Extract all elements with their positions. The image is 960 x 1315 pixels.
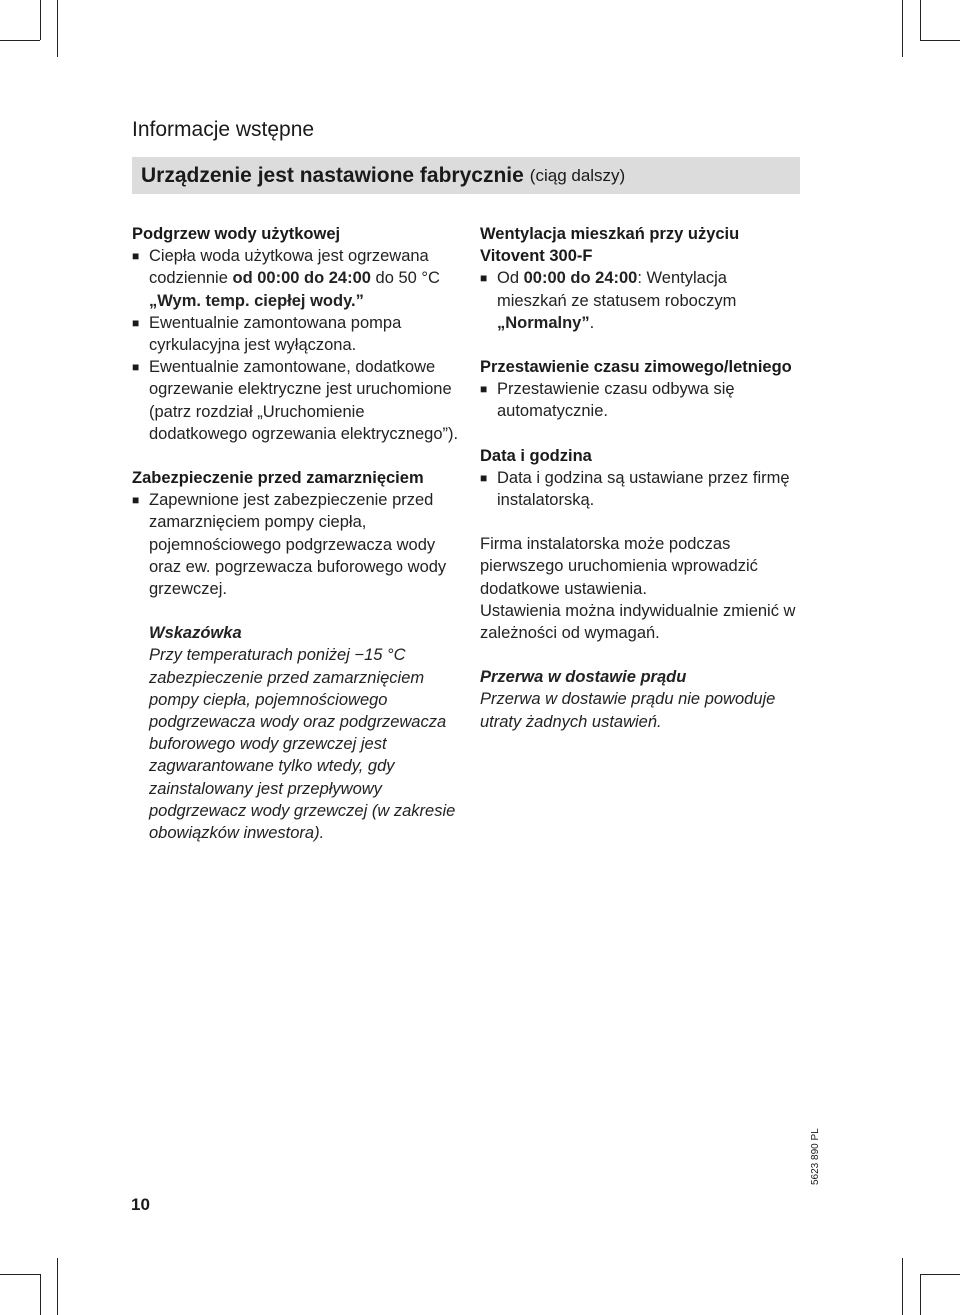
heading-date-time: Data i godzina	[480, 446, 592, 465]
list-item-text: Ewentualnie zamontowane, dodatkowe ogrzewanie elektryczne jest uruchomione (patrz rozdział „Uruchomienie dodatkowego ogrzewania elektrycznego”).	[149, 358, 459, 443]
list-item-text	[149, 245, 462, 312]
list-item-text: Data i godzina są ustawiane przez firmę instalatorską.	[497, 468, 790, 510]
crop-mark	[0, 40, 40, 41]
crop-mark	[920, 1274, 960, 1275]
crop-mark	[920, 0, 921, 40]
text-run: Ciepła woda użytkowa jest ogrzewana codziennie	[149, 247, 429, 288]
heading-time-change: Przestawienie czasu zimowego/letniego	[480, 358, 792, 377]
list-item-text: Zapewnione jest zabezpieczenie przed zamarznięciem pompy ciepła, pojemnościowego podgrzewacza wody oraz ew. pogrzewacza buforowego wody grzewczej.	[149, 491, 447, 599]
text-run-bold: „Normalny”	[497, 313, 590, 332]
list-item	[132, 489, 462, 600]
text-run-bold: „Wym. temp. ciepłej wody.”	[149, 291, 364, 310]
heading-ventilation: Wentylacja mieszkań przy użyciu Vitovent 300-F	[480, 225, 740, 266]
banner-title: Urządzenie jest nastawione fabrycznie	[141, 163, 524, 187]
text-run: do 50 °C	[370, 269, 440, 288]
bullet-icon: ■	[480, 470, 488, 485]
crop-mark	[902, 1258, 903, 1315]
paragraph: Firma instalatorska może podczas pierwszego uruchomienia wprowadzić dodatkowe ustawienia.	[480, 535, 758, 598]
heading-power-outage: Przerwa w dostawie prądu	[480, 668, 687, 687]
list-item	[480, 378, 800, 422]
bullet-icon: ■	[132, 493, 140, 508]
page-number: 10	[131, 1195, 150, 1214]
text-run-bold: 00:00 do 24:00	[523, 269, 638, 288]
heading-hot-water: Podgrzew wody użytkowej	[132, 225, 341, 243]
crop-mark	[920, 1274, 921, 1315]
crop-mark	[40, 0, 41, 40]
right-column	[480, 223, 800, 733]
text-run: Od	[497, 269, 524, 288]
text-run: : Wentylacja mieszkań ze statusem roboczym	[497, 269, 737, 310]
banner-subtitle: (ciąg dalszy)	[529, 165, 626, 185]
note-title: Wskazówka	[149, 624, 242, 643]
bullet-icon: ■	[480, 271, 488, 286]
crop-mark	[0, 1274, 40, 1275]
crop-mark	[920, 40, 960, 41]
bullet-icon: ■	[132, 249, 140, 264]
list-item-text: Przestawienie czasu odbywa się automatycznie.	[497, 380, 735, 421]
crop-mark	[57, 0, 58, 57]
left-column	[132, 223, 462, 844]
crop-mark	[40, 1274, 41, 1315]
heading-frost-protection: Zabezpieczenie przed zamarznięciem	[132, 469, 424, 488]
list-item-text	[497, 267, 800, 334]
list-item	[132, 356, 462, 445]
bullet-icon: ■	[480, 382, 488, 397]
list-item-text: Ewentualnie zamontowana pompa cyrkulacyjna jest wyłączona.	[149, 313, 402, 355]
list-item	[132, 245, 462, 312]
crop-mark	[57, 1258, 58, 1315]
text-run-bold: od 00:00 do 24:00	[232, 269, 371, 288]
crop-mark	[902, 0, 903, 57]
list-item	[480, 467, 800, 511]
document-number: 5623 890 PL	[810, 1128, 821, 1185]
list-item	[480, 267, 800, 334]
bullet-icon: ■	[132, 360, 140, 375]
note-text: Przy temperaturach poniżej −15 °C zabezpieczenie przed zamarznięciem pompy ciepła, pojemnościowego podgrzewacza wody oraz podgrzewacza buforowego wody grzewczej jest zagwarantowane tylko wtedy, gdy zainstalowany jest przepływowy podgrzewacz wody grzewczej (w zakresie obowiązków inwestora).	[149, 646, 456, 843]
paragraph: Ustawienia można indywidualnie zmienić w zależności od wymagań.	[480, 601, 796, 643]
bullet-icon: ■	[132, 315, 140, 330]
text-run: .	[589, 313, 595, 332]
section-banner	[132, 157, 800, 194]
list-item	[132, 312, 462, 356]
power-outage-text: Przerwa w dostawie prądu nie powoduje utraty żadnych ustawień.	[480, 690, 776, 731]
section-label: Informacje wstępne	[132, 118, 315, 141]
